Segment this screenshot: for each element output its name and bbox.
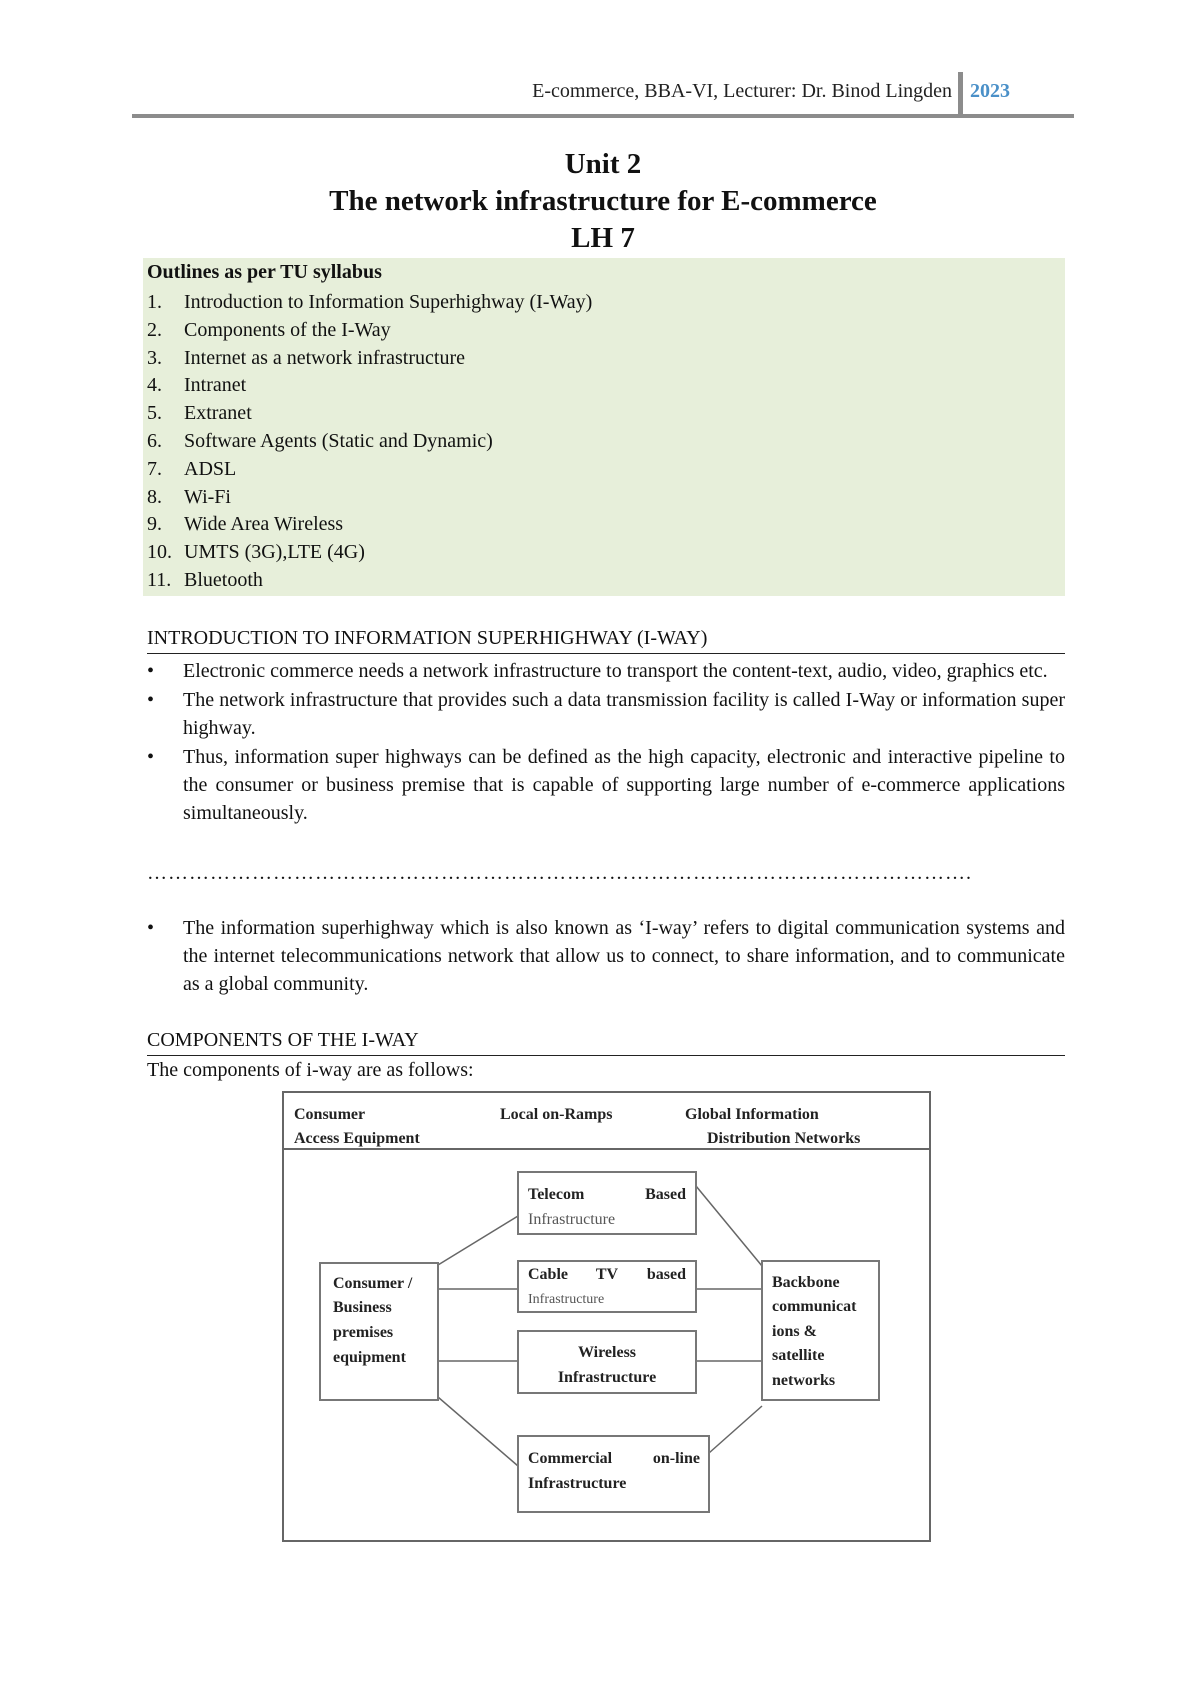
list-item: • The network infrastructure that provides such a data transmission facility is called I-Way or information super highway. [147,686,1065,742]
consumer-line4: equipment [333,1349,406,1366]
outline-item: 8. Wi-Fi [147,485,231,508]
wireless-line1: Wireless [577,1344,637,1361]
backbone-line4: satellite [772,1347,825,1364]
commercial-word2: on-line [652,1450,700,1467]
commercial-line2: Infrastructure [528,1475,627,1492]
backbone-line1: Backbone [772,1274,840,1291]
list-item: • The information superhighway which is also known as ‘I-way’ refers to digital communication systems and the internet telecommunications network that allow us to connect, to share information, and to communicate as a global community. [147,914,1065,998]
header-left-line2: Access Equipment [294,1130,420,1147]
list-item: • Thus, information super highways can be defined as the high capacity, electronic and interactive pipeline to the consumer or business premise that is capable of supporting large number of e-commerce applications simultaneously. [147,743,1065,827]
backbone-line3: ions & [772,1323,817,1340]
telecom-line2: Infrastructure [528,1211,616,1228]
page-title [132,146,1074,257]
section-heading-components: COMPONENTS OF THE I-WAY [147,1027,1065,1056]
backbone-line2: communicat [772,1298,857,1315]
header-right-line1: Global Information [685,1106,819,1123]
outline-item: 2. Components of the I-Way [147,318,391,341]
outline-item: 3. Internet as a network infrastructure [147,346,465,369]
header-right-line2: Distribution Networks [707,1130,861,1147]
telecom-word2: Based [645,1186,686,1203]
wireless-line2: Infrastructure [557,1369,657,1386]
cable-word2: TV [595,1266,619,1283]
syllabus-outline [143,258,1065,596]
consumer-line1: Consumer / [333,1275,413,1292]
telecom-word1: Telecom [528,1186,585,1203]
intro-bullet-list [147,657,1065,828]
outline-item: 9. Wide Area Wireless [147,513,344,536]
cable-word3: based [646,1266,686,1283]
backbone-line5: networks [772,1372,836,1389]
outline-item: 6. Software Agents (Static and Dynamic) [147,429,493,452]
header-year: 2023 [970,80,1010,102]
consumer-line2: Business [333,1299,392,1316]
outline-heading: Outlines as per TU syllabus [147,261,382,283]
header-course-info: E-commerce, BBA-VI, Lecturer: Dr. Binod Lingden [532,80,952,102]
commercial-box [518,1436,709,1512]
outline-item: 5. Extranet [147,402,252,425]
outline-item: 11. Bluetooth [147,568,263,591]
outline-item: 1. Introduction to Information Superhighway (I-Way) [147,291,593,313]
header-left-line1: Consumer [294,1106,366,1123]
page-header [132,68,1074,118]
lecture-hours: LH 7 [571,222,635,254]
outline-item: 10. UMTS (3G),LTE (4G) [147,541,365,564]
header-separator [958,72,963,114]
consumer-line3: premises [333,1324,394,1341]
commercial-word1: Commercial [528,1450,613,1467]
header-mid: Local on-Ramps [500,1106,613,1123]
unit-title: Unit 2 [564,148,642,180]
cable-word1: Cable [528,1266,568,1283]
components-intro: The components of i-way are as follows: [147,1059,474,1081]
unit-name: The network infrastructure for E-commerce [329,185,877,217]
section-heading-iway-intro: INTRODUCTION TO INFORMATION SUPERHIGHWAY (I-WAY) [147,625,1065,654]
dotted-separator: ………………………………………………………………………………………………………. [147,862,972,884]
outline-item: 4. Intranet [147,374,247,397]
cable-line2: Infrastructure [528,1292,605,1307]
outline-list [147,289,592,595]
intro-bullet-list-2 [147,914,1065,999]
iway-components-diagram [282,1091,931,1542]
outline-item: 7. ADSL [147,457,237,480]
list-item: • Electronic commerce needs a network infrastructure to transport the content-text, audio, video, graphics etc. [147,657,1065,685]
